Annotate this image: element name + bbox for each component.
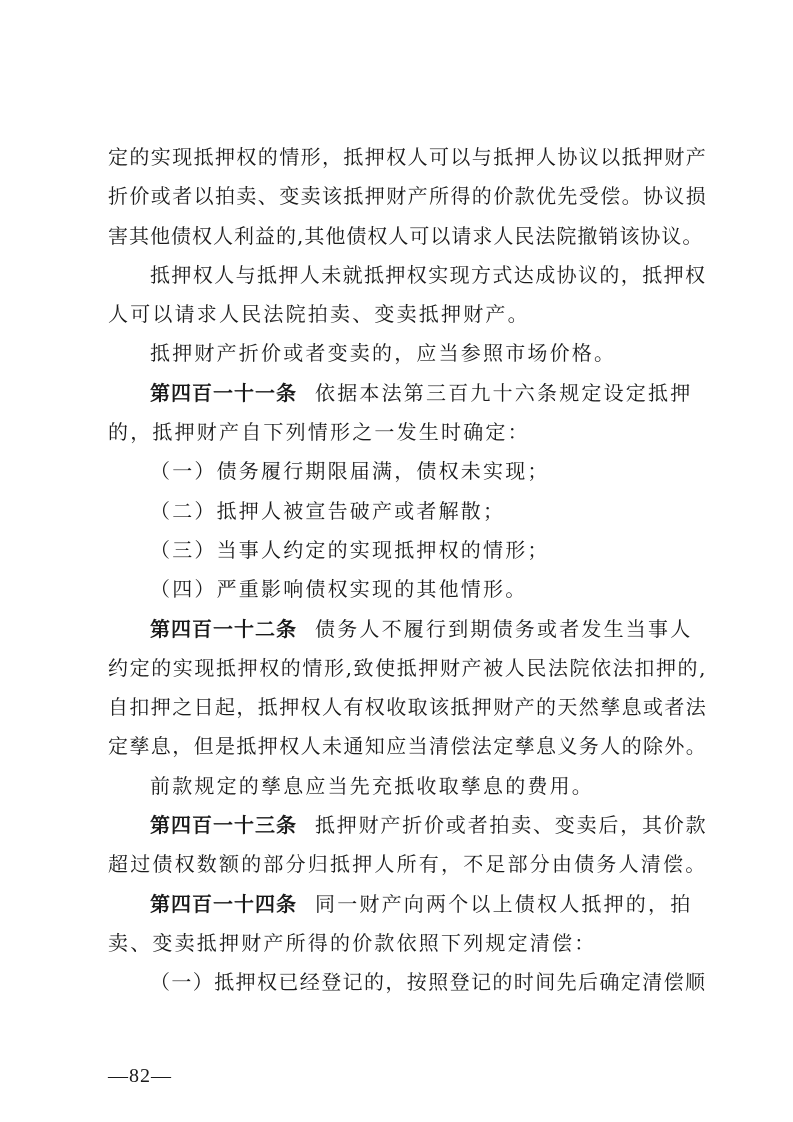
paragraph-start-line: 前款规定的孳息应当先充抵收取孳息的费用。 [150, 773, 594, 798]
article-number: 第四百一十二条 [150, 616, 297, 641]
list-item-line: （一）债务履行期限届满，债权未实现； [150, 459, 550, 484]
list-item-line: （三）当事人约定的实现抵押权的情形； [150, 537, 550, 562]
article-number: 第四百一十三条 [150, 813, 297, 838]
list-item-line: （一）抵押权已经登记的，按照登记的时间先后确定清偿顺 [150, 970, 707, 995]
article-413-heading-line: 第四百一十三条 抵押财产折价或者拍卖、变卖后，其价款 [150, 813, 708, 838]
text-line: 定孳息，但是抵押权人未通知应当清偿法定孳息义务人的除外。 [108, 734, 708, 759]
paragraph-start-line: 抵押权人与抵押人未就抵押权实现方式达成协议的，抵押权 [150, 262, 707, 287]
list-item-line: （四）严重影响债权实现的其他情形。 [150, 577, 528, 602]
text-line: 折价或者以拍卖、变卖该抵押财产所得的价款优先受偿。协议损 [108, 184, 708, 209]
list-item-line: （二）抵押人被宣告破产或者解散； [150, 498, 506, 523]
article-412-heading-line: 第四百一十二条 债务人不履行到期债务或者发生当事人 [150, 616, 693, 641]
text-line: 超过债权数额的部分归抵押人所有，不足部分由债务人清偿。 [108, 852, 708, 877]
paragraph-start-line: 抵押财产折价或者变卖的，应当参照市场价格。 [150, 341, 617, 366]
text-line: 的，抵押财产自下列情形之一发生时确定： [108, 420, 530, 445]
document-body [108, 143, 708, 1008]
text-line: 自扣押之日起，抵押权人有权收取该抵押财产的天然孳息或者法 [108, 695, 708, 720]
article-411-heading-line: 第四百一十一条 依据本法第三百九十六条规定设定抵押 [150, 380, 693, 405]
article-414-heading-line: 第四百一十四条 同一财产向两个以上债权人抵押的，拍 [150, 891, 693, 916]
article-number: 第四百一十一条 [150, 380, 297, 405]
text-line: 人可以请求人民法院拍卖、变卖抵押财产。 [108, 302, 530, 327]
page-number: —82— [108, 1065, 172, 1087]
text-line: 定的实现抵押权的情形，抵押权人可以与抵押人协议以抵押财产 [108, 145, 708, 169]
text-line: 约定的实现抵押权的情形,致使抵押财产被人民法院依法扣押的, [108, 655, 708, 680]
text-line: 害其他债权人利益的,其他债权人可以请求人民法院撤销该协议。 [108, 223, 704, 248]
article-number: 第四百一十四条 [150, 891, 297, 916]
text-line: 卖、变卖抵押财产所得的价款依照下列规定清偿： [108, 930, 597, 955]
